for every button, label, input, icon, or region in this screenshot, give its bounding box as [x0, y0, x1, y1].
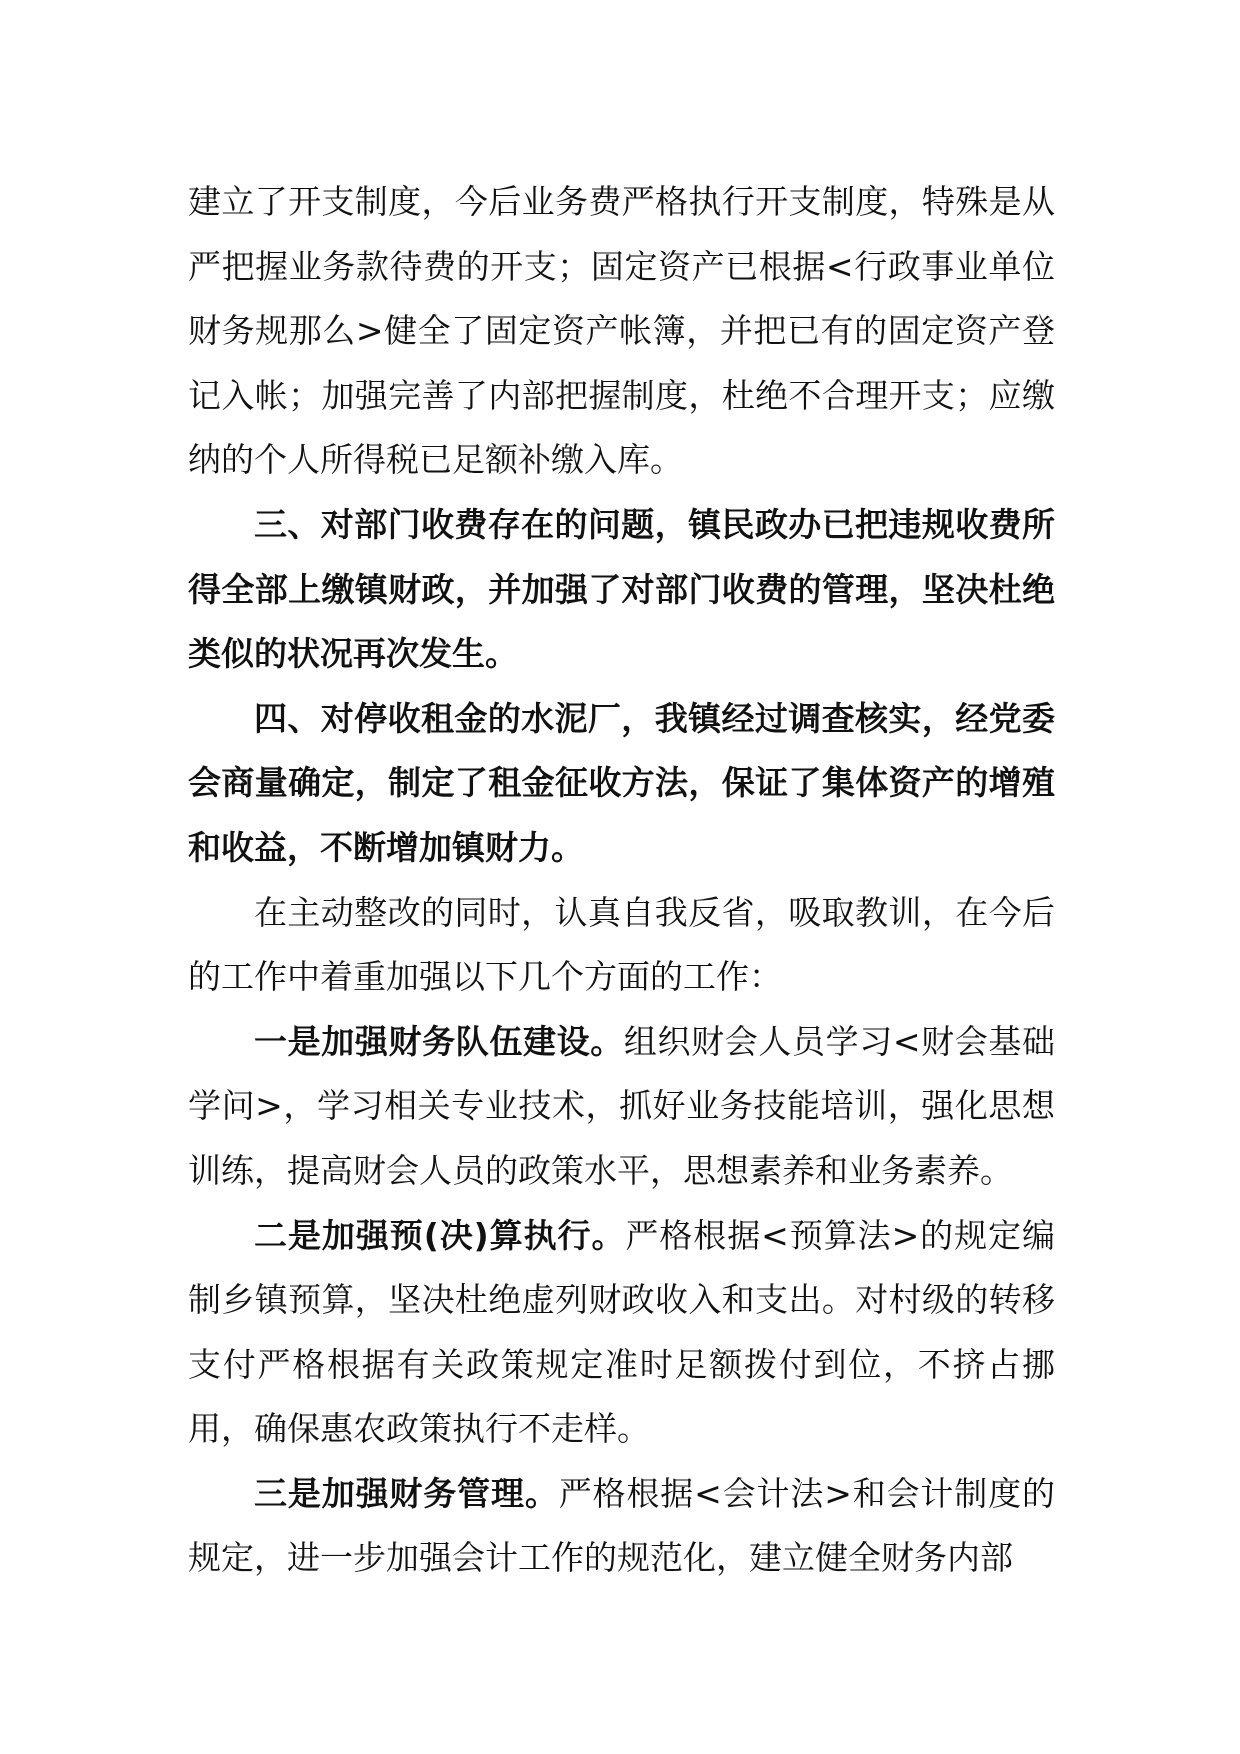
item-one-heading: 一是加强财务队伍建设。 [254, 1021, 624, 1061]
item-two-heading: 二是加强预(决)算执行。 [254, 1215, 626, 1255]
item-three-heading: 三是加强财务管理。 [254, 1473, 559, 1513]
item-three-body: 严格根据<会计法>和会计制度的规定，进一步加强会计工作的规范化，建立健全财务内部 [188, 1473, 1056, 1578]
paragraph-item-three [188, 1462, 1055, 1591]
paragraph-expense-system: 建立了开支制度，今后业务费严格执行开支制度，特殊是从严把握业务款待费的开支；固定资产已根据<行政事业单位财务规那么>健全了固定资产帐簿，并把已有的固定资产登记入帐；加强完善了内部把握制度，杜绝不合理开支；应缴纳的个人所得税已足额补缴入库。 [188, 182, 1055, 480]
item-two-body: 严格根据<预算法>的规定编制乡镇预算，坚决杜绝虚列财政收入和支出。对村级的转移支付严格根据有关政策规定准时足额拨付到位，不挤占挪用，确保惠农政策执行不走样。 [188, 1215, 1055, 1449]
paragraph-section-four: 四、对停收租金的水泥厂，我镇经过调查核实，经党委会商量确定，制定了租金征收方法，保证了集体资产的增殖和收益，不断增加镇财力。 [188, 698, 1055, 867]
paragraph-item-two [188, 1204, 1055, 1462]
item-one-body: 组织财会人员学习<财会基础学问>，学习相关专业技术，抓好业务技能培训，强化思想训练，提高财会人员的政策水平，思想素养和业务素养。 [188, 1021, 1056, 1190]
paragraph-rectification-intro: 在主动整改的同时，认真自我反省，吸取教训，在今后的工作中着重加强以下几个方面的工作： [188, 892, 1055, 997]
paragraph-section-three: 三、对部门收费存在的问题，镇民政办已把违规收费所得全部上缴镇财政，并加强了对部门收费的管理，坚决杜绝类似的状况再次发生。 [188, 504, 1055, 674]
paragraph-item-one [188, 1010, 1055, 1204]
document-page [188, 170, 1055, 1591]
